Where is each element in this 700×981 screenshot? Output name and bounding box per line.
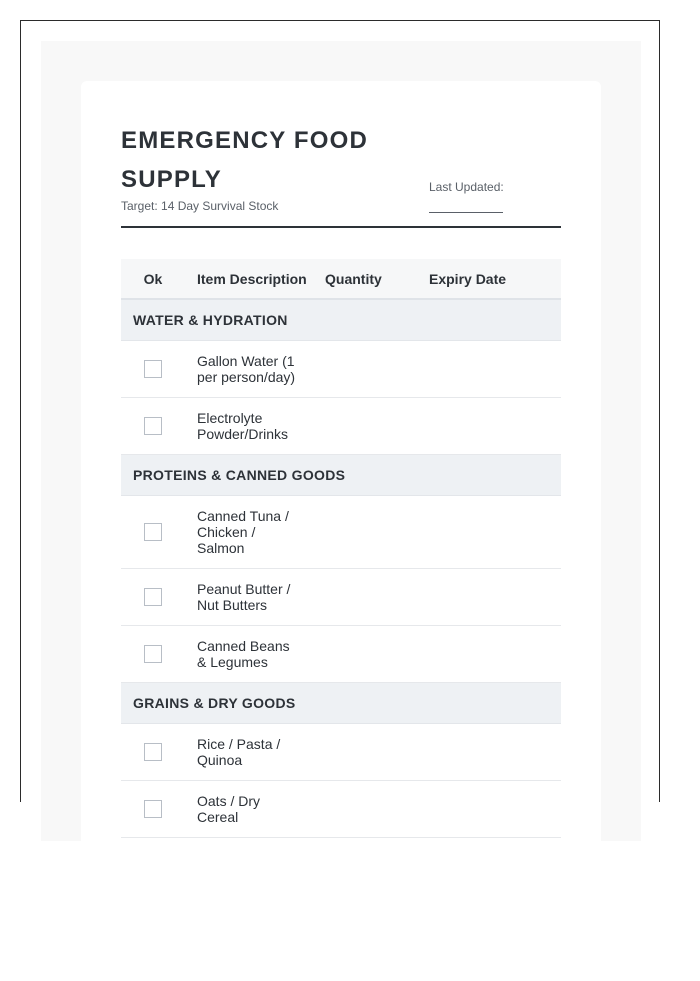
table-row — [121, 781, 561, 838]
ok-cell — [121, 341, 185, 398]
ok-cell — [121, 398, 185, 455]
item-checkbox[interactable] — [144, 360, 162, 378]
item-checkbox[interactable] — [144, 645, 162, 663]
section-row-water — [121, 299, 561, 341]
item-checkbox[interactable] — [144, 417, 162, 435]
ok-cell — [121, 569, 185, 626]
table-row — [121, 496, 561, 569]
ok-cell — [121, 781, 185, 838]
supply-table — [121, 259, 561, 838]
expiry-cell[interactable] — [417, 781, 561, 838]
document-viewport — [20, 20, 660, 825]
page-subtitle: Target: 14 Day Survival Stock — [121, 199, 279, 213]
ok-cell — [121, 496, 185, 569]
item-name: Oats / Dry Cereal — [197, 793, 261, 825]
item-cell — [185, 569, 313, 626]
item-checkbox[interactable] — [144, 588, 162, 606]
table-row — [121, 626, 561, 683]
column-header-expiry: Expiry Date — [417, 259, 561, 299]
section-row-grains — [121, 683, 561, 724]
sheet-header — [121, 81, 561, 228]
page-title: EMERGENCY FOOD SUPPLY — [121, 127, 369, 193]
item-cell — [185, 496, 313, 569]
quantity-cell[interactable] — [313, 496, 417, 569]
section-title: WATER & HYDRATION — [121, 299, 561, 341]
quantity-cell[interactable] — [313, 781, 417, 838]
column-header-item: Item Description — [185, 259, 313, 299]
item-name: Electrolyte Powder/Drinks — [197, 410, 289, 442]
table-row — [121, 398, 561, 455]
item-cell — [185, 341, 313, 398]
page-background — [41, 41, 641, 841]
item-cell — [185, 626, 313, 683]
quantity-cell[interactable] — [313, 626, 417, 683]
quantity-cell[interactable] — [313, 569, 417, 626]
item-checkbox[interactable] — [144, 523, 162, 541]
item-cell — [185, 398, 313, 455]
item-name: Canned Beans & Legumes — [197, 638, 290, 670]
quantity-cell[interactable] — [313, 341, 417, 398]
table-row — [121, 569, 561, 626]
item-cell — [185, 724, 313, 781]
item-checkbox[interactable] — [144, 743, 162, 761]
expiry-cell[interactable] — [417, 341, 561, 398]
expiry-cell[interactable] — [417, 569, 561, 626]
expiry-cell[interactable] — [417, 626, 561, 683]
section-title: GRAINS & DRY GOODS — [121, 683, 561, 724]
expiry-cell[interactable] — [417, 496, 561, 569]
item-checkbox[interactable] — [144, 800, 162, 818]
table-header-row — [121, 259, 561, 299]
item-name: Rice / Pasta / Quinoa — [197, 736, 281, 768]
ok-cell — [121, 724, 185, 781]
column-header-ok: Ok — [121, 259, 185, 299]
section-row-proteins — [121, 455, 561, 496]
last-updated-field[interactable] — [429, 212, 503, 213]
column-header-quantity: Quantity — [313, 259, 417, 299]
item-name: Canned Tuna / Chicken / Salmon — [197, 508, 289, 556]
expiry-cell[interactable] — [417, 398, 561, 455]
item-name: Gallon Water (1 per person/day) — [197, 353, 296, 385]
section-title: PROTEINS & CANNED GOODS — [121, 455, 561, 496]
item-name: Peanut Butter / Nut Butters — [197, 581, 291, 613]
last-updated-label: Last Updated: — [429, 180, 504, 194]
expiry-cell[interactable] — [417, 724, 561, 781]
checklist-sheet — [81, 81, 601, 981]
quantity-cell[interactable] — [313, 398, 417, 455]
ok-cell — [121, 626, 185, 683]
table-row — [121, 341, 561, 398]
quantity-cell[interactable] — [313, 724, 417, 781]
table-row — [121, 724, 561, 781]
item-cell — [185, 781, 313, 838]
